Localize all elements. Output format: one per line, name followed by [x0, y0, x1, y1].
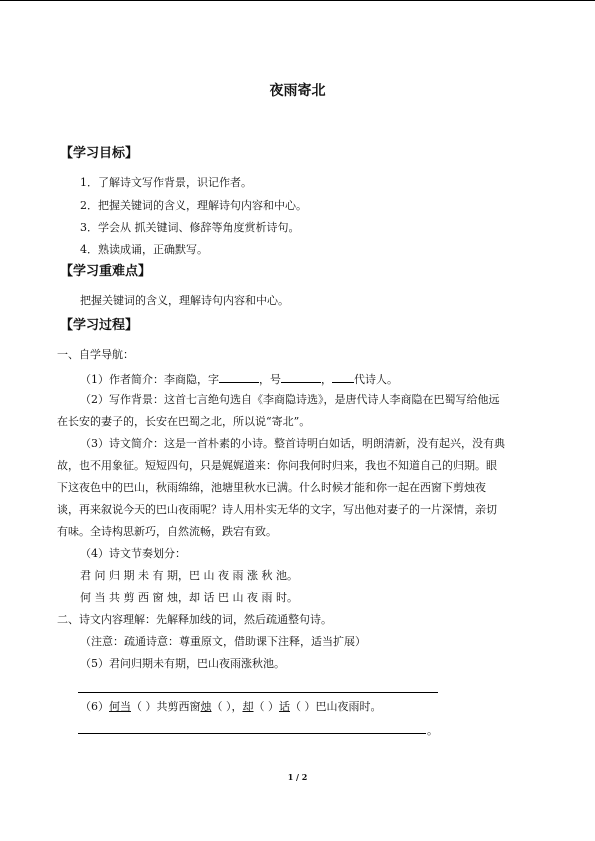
header-rule [0, 0, 595, 1]
part2-heading: 二、诗文内容理解：先解释加线的词，然后疏通整句诗。 [57, 613, 332, 626]
author-intro: （1）作者简介：李商隐，字 ，号 ， 代诗人。 [80, 373, 398, 386]
answer-line-6[interactable] [78, 733, 426, 734]
difficulty-text: 把握关键词的含义，理解诗句内容和中心。 [80, 294, 289, 307]
background-line: 在长安的妻子的，长安在巴蜀之北，所以说“寄北”。 [57, 415, 311, 428]
part1-heading: 一、自学导航： [57, 348, 134, 361]
rhythm-heading: （4）诗文节奏划分： [80, 547, 186, 560]
answer-line-5[interactable] [78, 692, 438, 693]
blank-dynasty[interactable] [332, 371, 354, 383]
intro-line: 故，也不用象征。短短四句，只是娓娓道来：你问我何时归来，我也不知道自己的归期。眼 [57, 459, 497, 472]
goal-item: 3．学会从 抓关键词、修辞等角度赏析诗句。 [80, 221, 300, 234]
goal-item: 2．把握关键词的含义，理解诗句内容和中心。 [80, 199, 307, 212]
intro-line: 下这夜色中的巴山，秋雨绵绵，池塘里秋水已满。什么时候才能和你一起在西窗下剪烛夜 [57, 481, 486, 494]
note-text: （注意：疏通诗意：尊重原文，借助课下注释，适当扩展） [80, 635, 366, 648]
section-difficulty-heading: 【学习重难点】 [60, 264, 152, 279]
answer-line-6-end: 。 [427, 724, 438, 737]
goal-item: 4．熟读成诵，正确默写。 [80, 243, 208, 256]
blank-zi[interactable] [219, 371, 259, 383]
goal-item: 1．了解诗文写作背景，识记作者。 [80, 176, 252, 189]
intro-line: 谈，再来叙说今天的巴山夜雨呢？诗人用朴实无华的文字，写出他对妻子的一片深情，亲切 [57, 503, 497, 516]
page-number: 1 / 2 [287, 772, 308, 782]
blank-hao[interactable] [281, 371, 321, 383]
rhythm-line: 何 当 共 剪 西 窗 烛，却 话 巴 山 夜 雨 时。 [80, 591, 298, 604]
section-goals-heading: 【学习目标】 [60, 146, 139, 161]
page-title: 夜雨寄北 [269, 83, 326, 99]
question-5: （5）君问归期未有期，巴山夜雨涨秋池。 [80, 657, 285, 670]
background-line: （2）写作背景：这首七言绝句选自《李商隐诗选》，是唐代诗人李商隐在巴蜀写给他远 [80, 393, 500, 406]
intro-line: （3）诗文简介：这是一首朴素的小诗。整首诗明白如话，明朗清新，没有起兴，没有典 [80, 437, 505, 450]
section-process-heading: 【学习过程】 [60, 318, 139, 333]
question-6: （6）何当（ ）共剪西窗烛（ ），却（ ）话（ ）巴山夜雨时。 [80, 700, 382, 713]
intro-line: 有味。全诗构思新巧，自然流畅，跌宕有致。 [57, 525, 277, 538]
rhythm-line: 君 问 归 期 未 有 期，巴 山 夜 雨 涨 秋 池。 [80, 569, 298, 582]
